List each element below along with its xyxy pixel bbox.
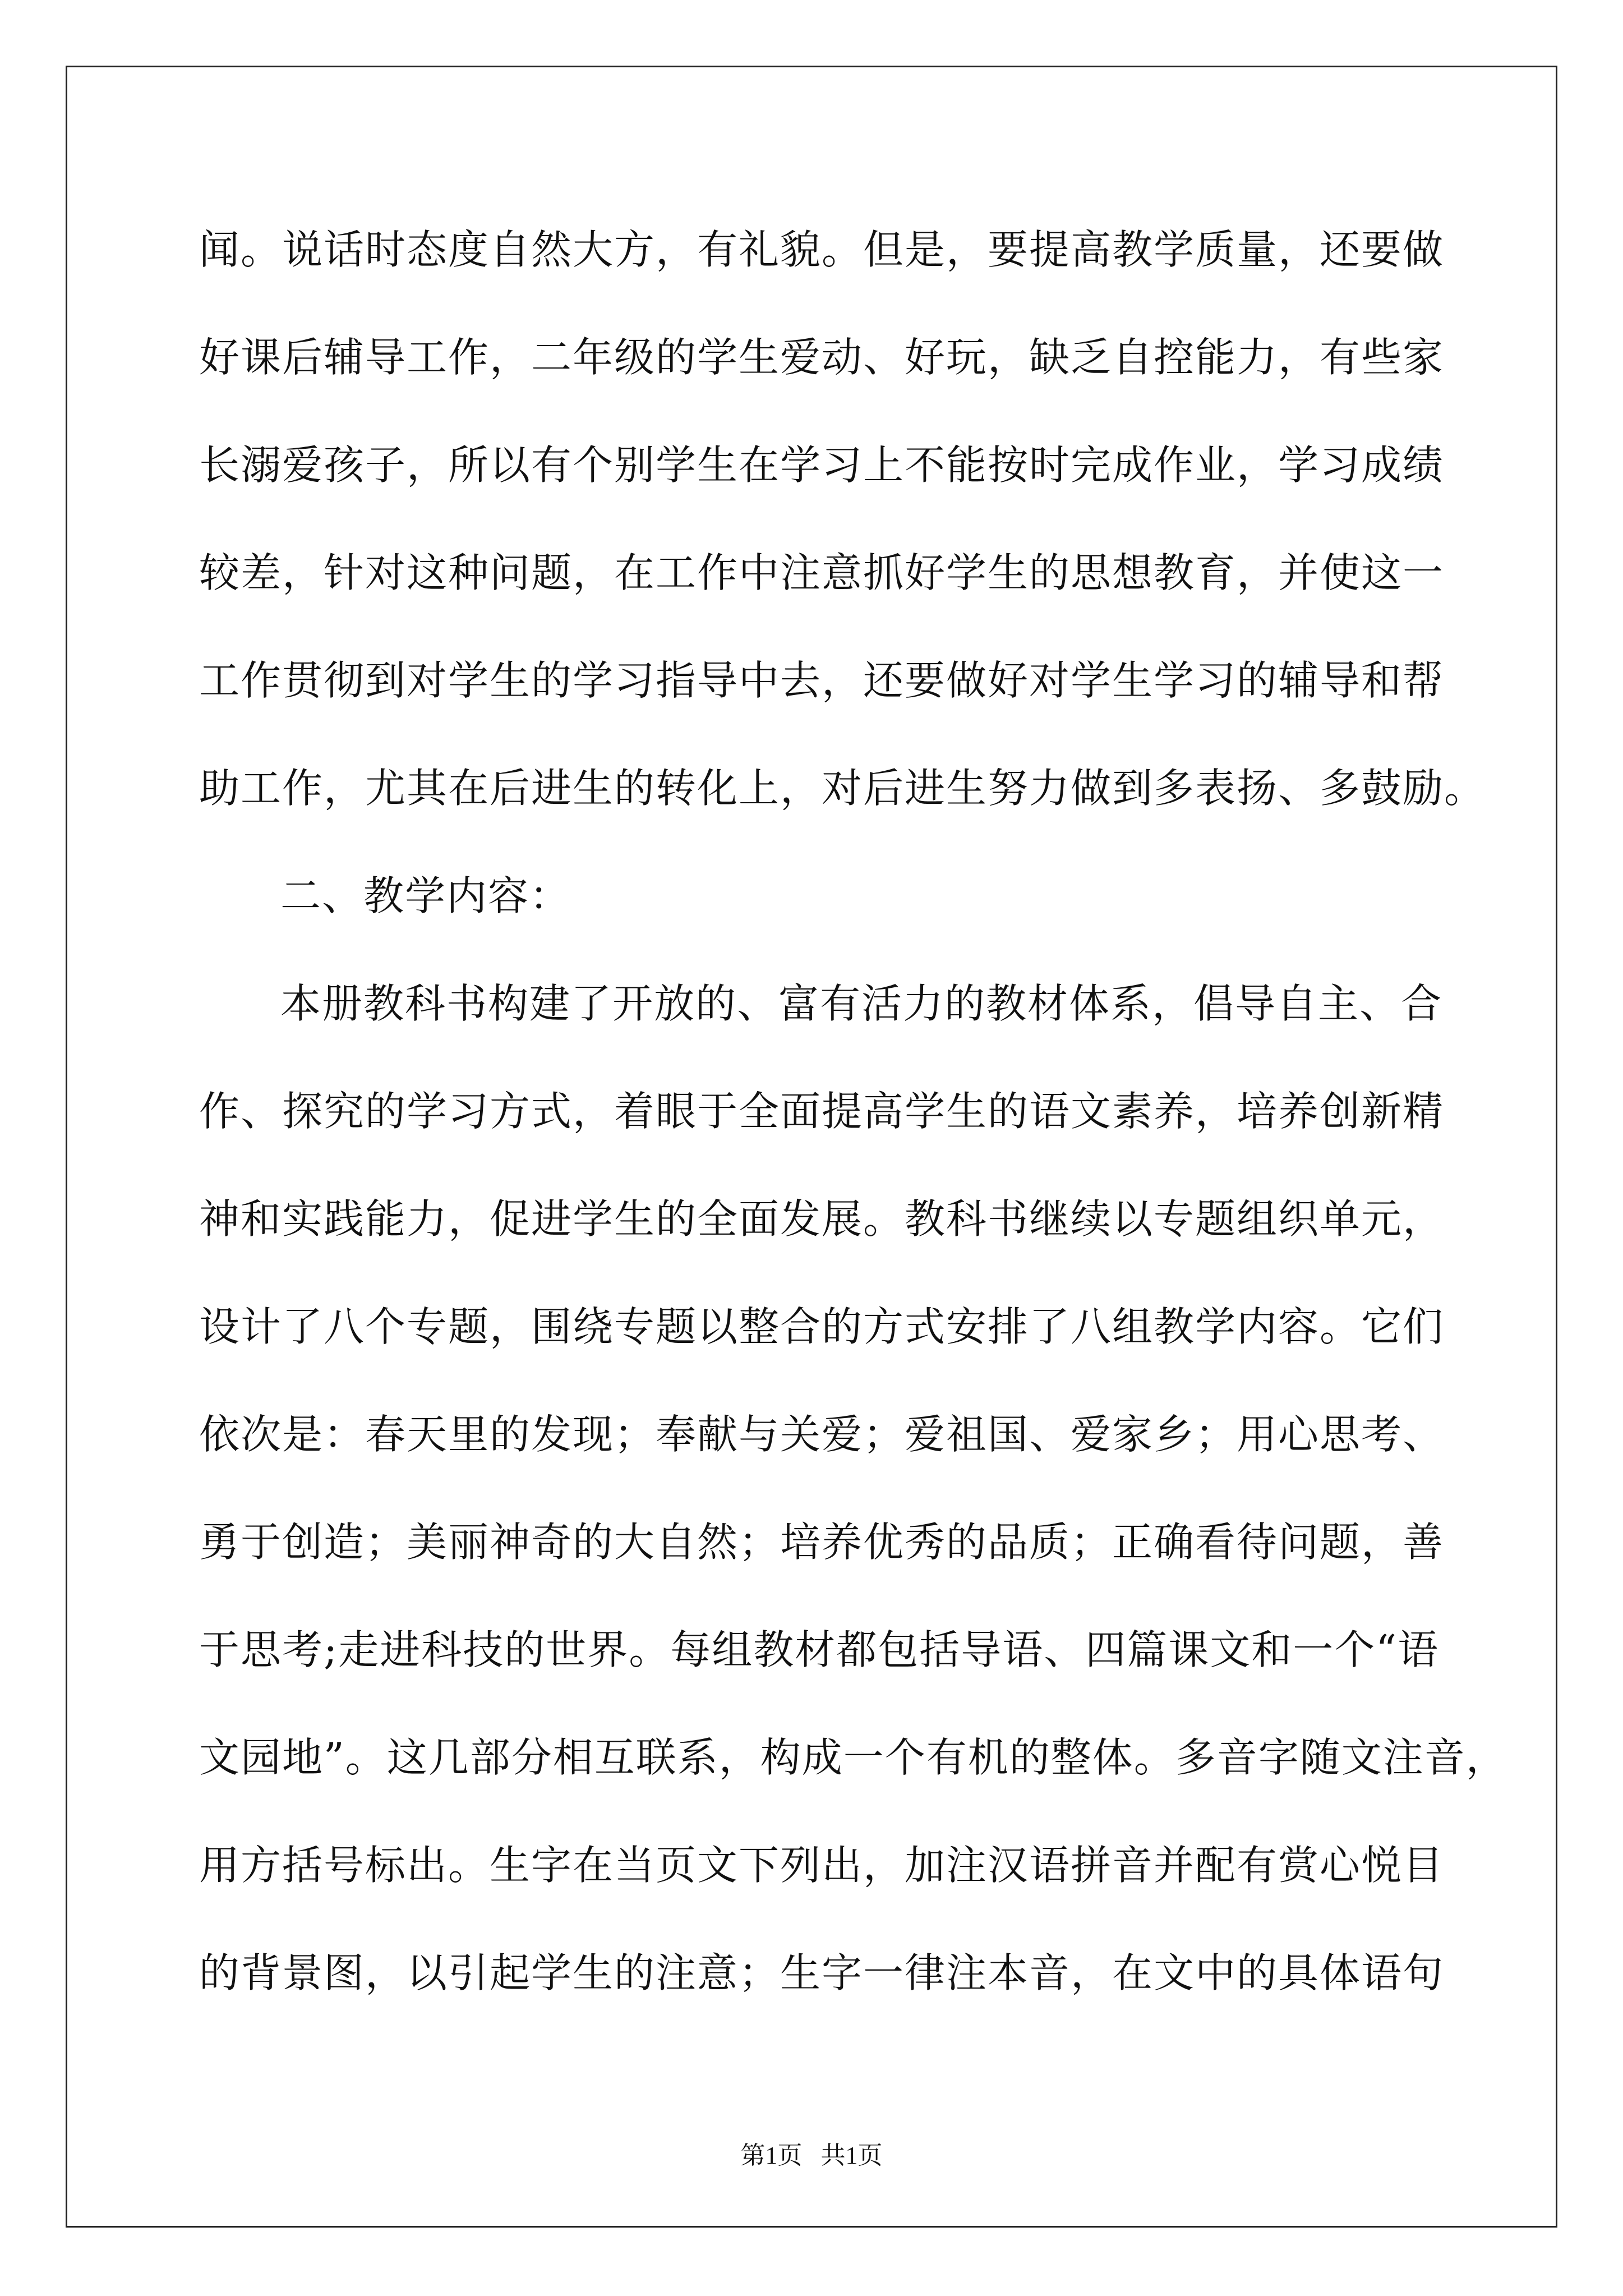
paragraph-line: 助工作，尤其在后进生的转化上，对后进生努力做到多表扬、多鼓励。 xyxy=(199,765,1486,812)
paragraph-line: 文园地”。这几部分相互联系，构成一个有机的整体。多音字随文注音， xyxy=(199,1734,1507,1781)
paragraph-line: 用方括号标出。生字在当页文下列出，加注汉语拼音并配有赏心悦目 xyxy=(199,1842,1445,1889)
page-number-footer: 第1页 共1页 xyxy=(740,2142,883,2169)
paragraph-line: 长溺爱孩子，所以有个别学生在学习上不能按时完成作业，学习成绩 xyxy=(199,441,1445,489)
paragraph-line: 设计了八个专题，围绕专题以整合的方式安排了八组教学内容。它们 xyxy=(199,1303,1445,1350)
section-heading: 二、教学内容： xyxy=(280,872,571,919)
paragraph-line: 于思考;走进科技的世界。每组教材都包括导语、四篇课文和一个“语 xyxy=(199,1626,1440,1673)
page-border xyxy=(66,66,1557,2228)
paragraph-line: 依次是：春天里的发现；奉献与关爱；爱祖国、爱家乡；用心思考、 xyxy=(199,1411,1445,1458)
paragraph-line: 本册教科书构建了开放的、富有活力的教材体系，倡导自主、合 xyxy=(280,980,1443,1027)
paragraph-line: 勇于创造；美丽神奇的大自然；培养优秀的品质；正确看待问题，善 xyxy=(199,1519,1445,1566)
paragraph-line: 工作贯彻到对学生的学习指导中去，还要做好对学生学习的辅导和帮 xyxy=(199,657,1445,704)
paragraph-line: 的背景图，以引起学生的注意；生字一律注本音，在文中的具体语句 xyxy=(199,1949,1445,1996)
paragraph-line: 作、探究的学习方式，着眼于全面提高学生的语文素养，培养创新精 xyxy=(199,1088,1445,1135)
paragraph-line: 神和实践能力，促进学生的全面发展。教科书继续以专题组织单元， xyxy=(199,1195,1445,1243)
paragraph-line: 闻。说话时态度自然大方，有礼貌。但是，要提高教学质量，还要做 xyxy=(199,226,1445,273)
paragraph-line: 较差，针对这种问题，在工作中注意抓好学生的思想教育，并使这一 xyxy=(199,549,1445,596)
paragraph-line: 好课后辅导工作，二年级的学生爱动、好玩，缺乏自控能力，有些家 xyxy=(199,334,1445,381)
